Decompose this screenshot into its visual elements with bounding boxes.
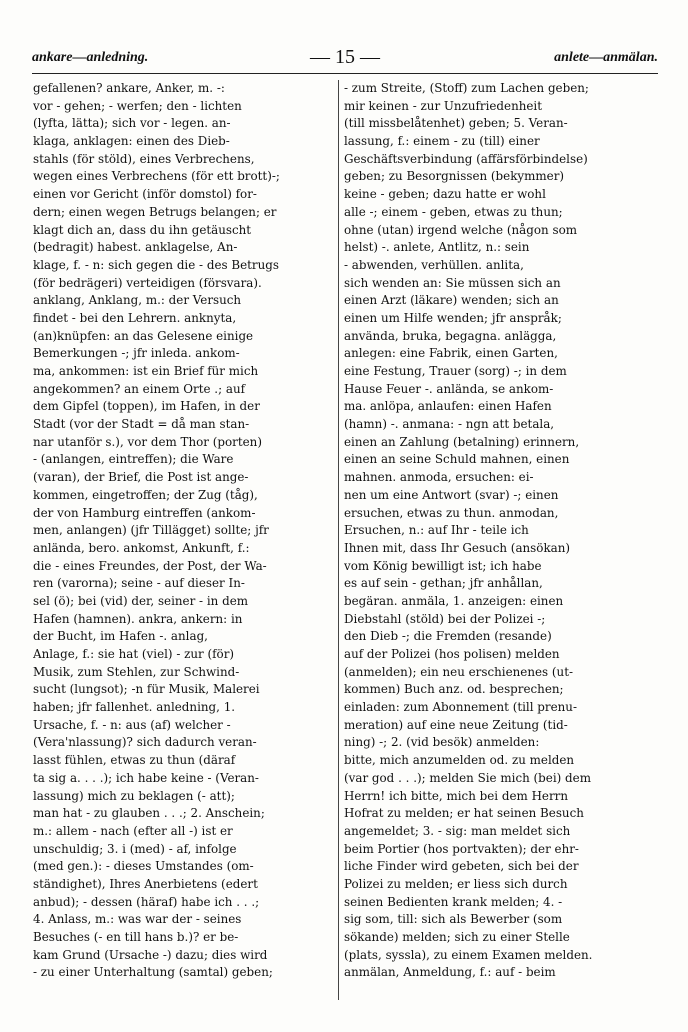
text-line: - (anlangen, eintreffen); die Ware [33, 452, 234, 467]
text-line: klage, f. - n: sich gegen die - des Betrugs [33, 257, 279, 272]
text-line: vor - gehen; - werfen; den - lichten [33, 98, 242, 113]
text-line: sig som, till: sich als Bewerber (som [344, 912, 563, 927]
text-line: Ersuchen, n.: auf Ihr - teile ich [344, 523, 529, 538]
text-line: einladen: zum Abonnement (till prenu- [344, 700, 577, 715]
text-line: anlegen: eine Fabrik, einen Garten, [344, 346, 558, 361]
text-line: Ihnen mit, dass Ihr Gesuch (ansökan) [344, 540, 571, 555]
text-line: anbud); - dessen (häraf) habe ich . . .; [33, 894, 260, 909]
text-line: der von Hamburg eintreffen (ankom- [33, 505, 256, 520]
text-line: (plats, syssla), zu einem Examen melden. [344, 947, 593, 962]
text-line: angemeldet; 3. - sig: man meldet sich [344, 823, 571, 838]
left-column [33, 80, 335, 982]
text-line: geben; zu Besorgnissen (bekymmer) [344, 169, 565, 184]
text-line: es auf sein - gethan; jfr anhållan, [344, 576, 543, 591]
text-line: ohne (utan) irgend welche (någon som [344, 222, 577, 237]
text-line: Hause Feuer -. anlända, se ankom- [344, 381, 554, 396]
text-line: kommen) Buch anz. od. besprechen; [344, 682, 564, 697]
text-line: Bemerkungen -; jfr inleda. ankom- [33, 346, 240, 361]
text-line: (anmelden); ein neu erschienenes (ut- [344, 664, 573, 679]
text-line: liche Finder wird gebeten, sich bei der [344, 859, 579, 874]
text-line: nar utanför s.), vor dem Thor (porten) [33, 434, 262, 449]
text-line: (varan), der Brief, die Post ist ange- [33, 470, 249, 485]
text-line: beim Portier (hos portvakten); der ehr- [344, 841, 579, 856]
text-line: Anlage, f.: sie hat (viel) - zur (för) [33, 647, 235, 661]
text-line: gefallenen? ankare, Anker, m. -: [33, 81, 225, 95]
page-header [32, 46, 658, 72]
text-line: kam Grund (Ursache -) dazu; dies wird [33, 947, 268, 962]
text-line: dem Gipfel (toppen), im Hafen, in der [33, 399, 260, 414]
text-line: ning) -; 2. (vid besök) anmelden: [344, 735, 540, 750]
text-line: (hamn) -. anmana: - ngn att betala, [344, 417, 555, 432]
text-line: ta sig a. . . .); ich habe keine - (Veran- [33, 770, 259, 785]
text-line: vom König bewilligt ist; ich habe [344, 558, 542, 573]
text-line: wegen eines Verbrechens (för ett brott)-; [33, 169, 280, 184]
text-line: Hafen (hamnen). ankra, ankern: in [33, 611, 243, 626]
text-line: dern; einen wegen Betrugs belangen; er [33, 204, 277, 219]
text-line: sich wenden an: Sie müssen sich an [344, 275, 561, 290]
text-line: 4. Anlass, m.: was war der - seines [33, 912, 242, 927]
text-line: man hat - zu glauben . . .; 2. Anschein; [33, 806, 265, 821]
text-line: anlända, bero. ankomst, Ankunft, f.: [33, 540, 250, 555]
column-divider [338, 80, 339, 1000]
text-line: ständighet), Ihres Anerbietens (edert [33, 876, 258, 891]
text-line: einen vor Gericht (inför domstol) for- [33, 187, 257, 202]
text-line: begäran. anmäla, 1. anzeigen: einen [344, 593, 564, 608]
text-line: helst) -. anlete, Antlitz, n.: sein [344, 240, 530, 255]
text-line: sel (ö); bei (vid) der, seiner - in dem [33, 593, 249, 608]
text-line: keine - geben; dazu hatte er wohl [344, 187, 546, 202]
text-line: m.: allem - nach (efter all -) ist er [33, 823, 233, 838]
text-line: Herrn! ich bitte, mich bei dem Herrn [344, 788, 569, 803]
right-column [344, 80, 646, 982]
text-line: bitte, mich anzumelden od. zu melden [344, 753, 575, 768]
text-line: Ursache, f. - n: aus (af) welcher - [33, 717, 231, 732]
text-line: (lyfta, lätta); sich vor - legen. an- [33, 116, 231, 131]
header-right-guideword: anlete—anmälan. [554, 50, 658, 65]
text-line: Geschäftsverbindung (affärsförbindelse) [344, 151, 588, 166]
text-line: (an)knüpfen: an das Gelesene einige [33, 328, 254, 343]
text-line: Musik, zum Stehlen, zur Schwind- [33, 664, 240, 679]
text-line: men, anlangen) (jfr Tillägget) sollte; jfr [33, 523, 269, 538]
text-line: alle -; einem - geben, etwas zu thun; [344, 204, 563, 219]
text-line: unschuldig; 3. i (med) - af, infolge [33, 841, 237, 856]
text-line: sucht (lungsot); -n für Musik, Malerei [33, 682, 260, 697]
text-line: findet - bei den Lehrern. anknyta, [33, 310, 237, 325]
header-left-guideword: ankare—anledning. [32, 50, 149, 65]
text-line: eine Festung, Trauer (sorg) -; in dem [344, 364, 567, 378]
text-line: anmälan, Anmeldung, f.: auf - beim [344, 965, 556, 980]
text-line: meration) auf eine neue Zeitung (tid- [344, 717, 568, 732]
text-line: Polizei zu melden; er liess sich durch [344, 876, 568, 891]
text-line: angekommen? an einem Orte .; auf [33, 381, 246, 396]
text-line: (var god . . .); melden Sie mich (bei) dem [344, 770, 591, 785]
text-line: einen an seine Schuld mahnen, einen [344, 452, 570, 467]
text-line: Stadt (vor der Stadt = då man stan- [33, 417, 250, 432]
text-line: stahls (för stöld), eines Verbrechens, [33, 151, 255, 166]
text-line: ersuchen, etwas zu thun. anmodan, [344, 505, 559, 520]
text-line: die - eines Freundes, der Post, der Wa- [33, 558, 267, 573]
text-line: (för bedrägeri) verteidigen (försvara). [33, 275, 262, 290]
text-line: auf der Polizei (hos polisen) melden [344, 647, 560, 661]
page-number: — 15 — [310, 46, 380, 68]
text-line: ma, ankommen: ist ein Brief für mich [33, 364, 259, 378]
text-line: klaga, anklagen: einen des Dieb- [33, 134, 230, 149]
text-line: (med gen.): - dieses Umstandes (om- [33, 859, 254, 874]
text-line: der Bucht, im Hafen -. anlag, [33, 629, 208, 644]
text-line: lassung, f.: einem - zu (till) einer [344, 134, 540, 149]
text-line: einen um Hilfe wenden; jfr anspråk; [344, 310, 562, 325]
text-line: ren (varorna); seine - auf dieser In- [33, 576, 245, 591]
text-line: Besuches (- en till hans b.)? er be- [33, 930, 239, 944]
text-line: använda, bruka, begagna. anlägga, [344, 328, 557, 343]
text-line: einen Arzt (läkare) wenden; sich an [344, 293, 559, 308]
text-line: kommen, eingetroffen; der Zug (tåg), [33, 487, 258, 502]
text-line: Diebstahl (stöld) bei der Polizei -; [344, 611, 546, 626]
text-line: mahnen. anmoda, ersuchen: ei- [344, 470, 534, 485]
text-line: - zu einer Unterhaltung (samtal) geben; [33, 965, 273, 980]
text-line: (bedragit) habest. anklagelse, An- [33, 240, 238, 255]
text-line: lasst fühlen, etwas zu thun (däraf [33, 753, 236, 768]
text-line: ma. anlöpa, anlaufen: einen Hafen [344, 399, 552, 414]
text-line: den Dieb -; die Fremden (resande) [344, 629, 552, 644]
text-line: seinen Bedienten krank melden; 4. - [344, 894, 563, 909]
text-line: anklang, Anklang, m.: der Versuch [33, 293, 242, 308]
header-rule [32, 73, 658, 74]
text-line: Hofrat zu melden; er hat seinen Besuch [344, 806, 584, 821]
text-line: sökande) melden; sich zu einer Stelle [344, 930, 570, 944]
text-line: einen an Zahlung (betalning) erinnern, [344, 434, 580, 449]
text-line: - zum Streite, (Stoff) zum Lachen geben; [344, 81, 589, 95]
text-line: (Vera'nlassung)? sich dadurch veran- [33, 735, 257, 750]
text-line: nen um eine Antwort (svar) -; einen [344, 487, 559, 502]
text-line: lassung) mich zu beklagen (- att); [33, 788, 235, 803]
text-line: mir keinen - zur Unzufriedenheit [344, 98, 543, 113]
text-line: haben; jfr fallenhet. anledning, 1. [33, 700, 236, 715]
text-line: klagt dich an, dass du ihn getäuscht [33, 222, 252, 237]
text-line: (till missbelåtenhet) geben; 5. Veran- [344, 116, 568, 131]
text-line: - abwenden, verhüllen. anlita, [344, 257, 524, 272]
